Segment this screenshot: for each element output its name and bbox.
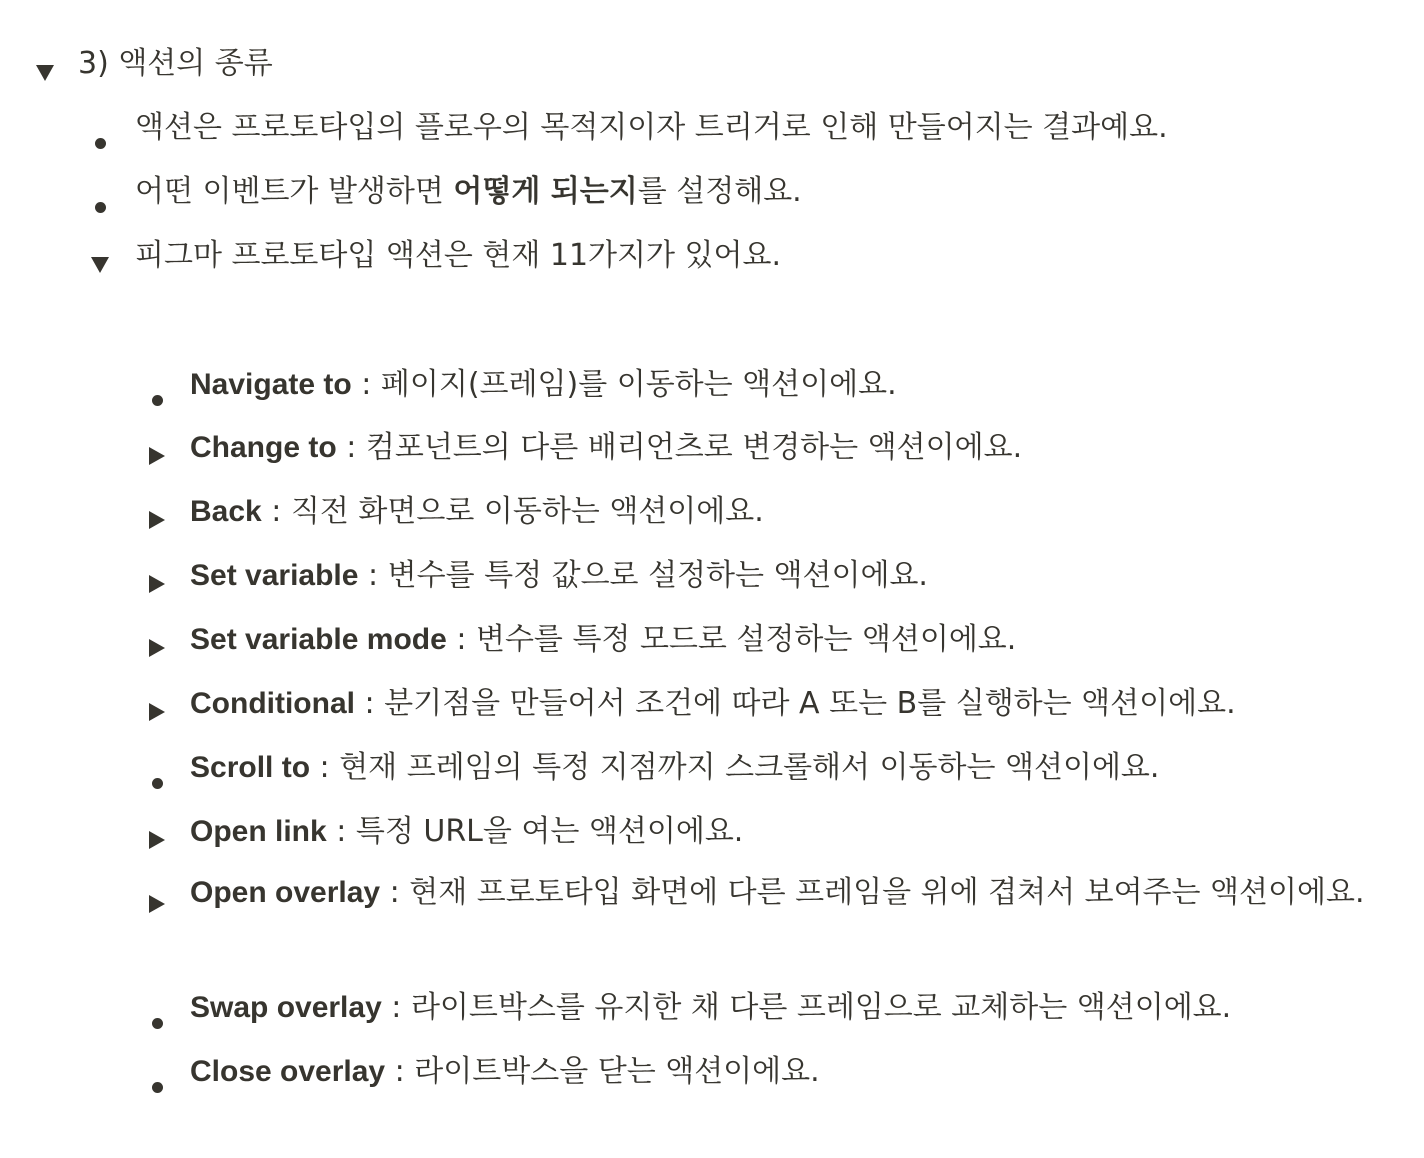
bullet-icon (142, 377, 172, 416)
separator: : (358, 558, 388, 593)
action-item-change-to[interactable] (142, 428, 1022, 467)
text-bold: 어떻게 되는지 (453, 174, 638, 209)
separator: : (381, 990, 411, 1025)
action-item-back[interactable] (142, 492, 764, 531)
action-name: Change to (190, 431, 337, 464)
action-item-set-variable-mode[interactable] (142, 620, 1016, 659)
list-item-text (135, 172, 802, 211)
list-item (85, 108, 1168, 147)
toggle-collapsed-icon[interactable] (142, 500, 172, 539)
separator: : (351, 367, 381, 402)
bullet-icon (142, 1064, 172, 1103)
bullet-icon (142, 1000, 172, 1039)
separator: : (336, 430, 366, 465)
action-name: Conditional (190, 687, 355, 720)
action-name: Close overlay (190, 1055, 386, 1088)
action-desc: 현재 프로토타입 화면에 다른 프레임을 위에 겹쳐서 보여주는 액션이에요. (409, 875, 1365, 910)
list-item-text: 피그마 프로토타입 액션은 현재 11가지가 있어요. (135, 238, 782, 273)
separator: : (310, 750, 340, 785)
toggle-expanded-icon[interactable] (30, 52, 60, 91)
separator: : (380, 875, 410, 910)
toggle-collapsed-icon[interactable] (142, 628, 172, 667)
section-title: 3) 액션의 종류 (78, 46, 273, 81)
action-desc: 라이트박스를 유지한 채 다른 프레임으로 교체하는 액션이에요. (410, 990, 1232, 1025)
toggle-expanded-icon[interactable] (85, 244, 115, 283)
action-name: Swap overlay (190, 991, 382, 1024)
action-name: Set variable (190, 559, 359, 592)
action-item-scroll-to (142, 748, 1159, 787)
action-item-conditional[interactable] (142, 684, 1236, 723)
action-name: Open overlay (190, 876, 381, 909)
section-toggle-row[interactable] (30, 44, 273, 83)
list-item (85, 172, 802, 211)
action-desc: 라이트박스을 닫는 액션이에요. (414, 1054, 820, 1089)
action-item-swap-overlay (142, 988, 1231, 1027)
action-desc: 특정 URL을 여는 액션이에요. (355, 814, 744, 849)
separator: : (446, 622, 476, 657)
action-desc: 변수를 특정 값으로 설정하는 액션이에요. (387, 558, 928, 593)
action-item-navigate-to (142, 365, 897, 404)
action-desc: 현재 프레임의 특정 지점까지 스크롤해서 이동하는 액션이에요. (339, 750, 1160, 785)
action-item-open-overlay[interactable] (142, 876, 1400, 916)
text-plain: 어떤 이벤트가 발생하면 (135, 174, 454, 209)
toggle-collapsed-icon[interactable] (142, 564, 172, 603)
separator: : (261, 494, 291, 529)
bullet-icon (142, 760, 172, 799)
action-item-open-link[interactable] (142, 812, 743, 851)
action-desc: 변수를 특정 모드로 설정하는 액션이에요. (475, 622, 1017, 657)
bullet-icon (85, 184, 115, 223)
action-desc: 직전 화면으로 이동하는 액션이에요. (290, 494, 764, 529)
separator: : (354, 686, 385, 721)
action-name: Navigate to (190, 368, 352, 401)
action-name: Back (190, 495, 262, 528)
action-item-set-variable[interactable] (142, 556, 928, 595)
list-item-text: 액션은 프로토타입의 플로우의 목적지이자 트리거로 인해 만들어지는 결과예요. (135, 110, 1168, 145)
action-desc: 페이지(프레임)를 이동하는 액션이에요. (380, 367, 897, 402)
toggle-collapsed-icon[interactable] (142, 692, 172, 731)
action-name: Scroll to (190, 751, 311, 784)
bullet-icon (85, 120, 115, 159)
action-desc: 컴포넌트의 다른 배리언츠로 변경하는 액션이에요. (365, 430, 1023, 465)
toggle-collapsed-icon[interactable] (142, 820, 172, 859)
separator: : (326, 814, 356, 849)
action-item-close-overlay (142, 1052, 820, 1091)
action-name: Set variable mode (190, 623, 447, 656)
text-plain: 를 설정해요. (637, 174, 802, 209)
toggle-item[interactable] (85, 236, 781, 275)
toggle-collapsed-icon[interactable] (142, 884, 172, 923)
separator: : (385, 1054, 415, 1089)
action-name: Open link (190, 815, 327, 848)
toggle-collapsed-icon[interactable] (142, 436, 172, 475)
action-desc: 분기점을 만들어서 조건에 따라 A 또는 B를 실행하는 액션이에요. (384, 686, 1236, 721)
